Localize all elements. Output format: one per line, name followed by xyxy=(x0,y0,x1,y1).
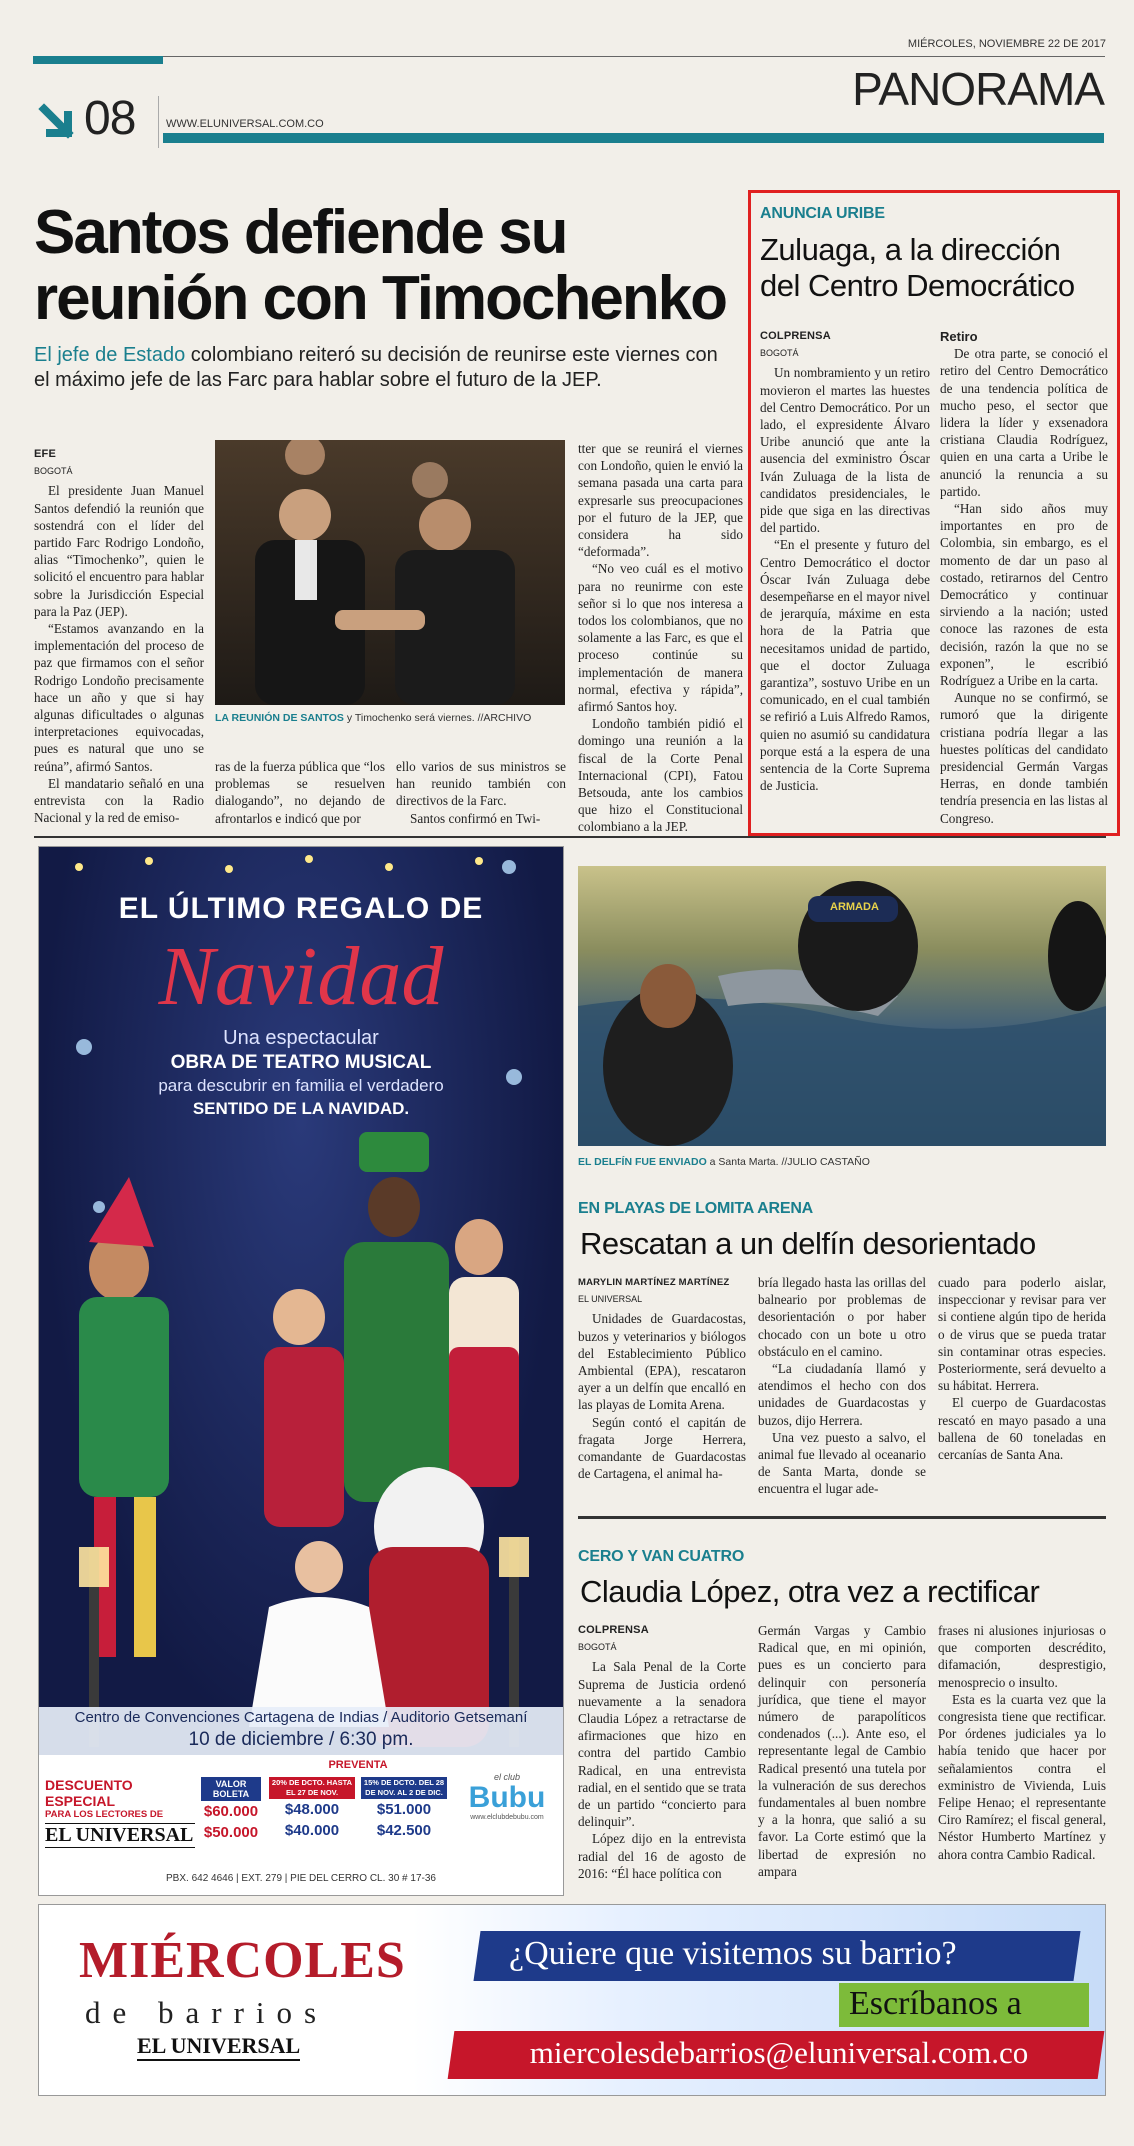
ad-preventa-label: PREVENTA xyxy=(328,1759,388,1771)
main-col-1 xyxy=(34,446,204,826)
uribe-city: BOGOTÁ xyxy=(760,348,799,359)
paragraph: cuado para poderlo aislar, inspeccionar y revisar para ver si contiene algún tipo de herida o de virus que se pueda tratar sin contaminar otras especies. Posteriormente, será devuelto a su hábitat. Herrera. xyxy=(938,1275,1106,1394)
ad-club-name: Bubu xyxy=(468,1781,546,1814)
paragraph: “La ciudadanía llamó y atendimos el hecho con dos unidades de Guardacostas y buzos, dijo Herrera. xyxy=(758,1361,926,1428)
paragraph: tter que se reunirá el viernes con Londoño, quien le envió la semana pasada una carta para expresarle sus preocupaciones por el futuro de la JEP, que considera ha sido “deformada”. xyxy=(578,441,743,560)
uribe-headline: Zuluaga, a la dirección del Centro Democrático xyxy=(760,232,1075,303)
lopez-col-3 xyxy=(938,1622,1106,1863)
masthead-date: MIÉRCOLES, NOVIEMBRE 22 DE 2017 xyxy=(907,38,1106,50)
paragraph: El cuerpo de Guardacostas rescató en mayo pasado a una ballena de 60 toneladas en cercanías de Santa Ana. xyxy=(938,1395,1106,1463)
main-caption-rest: y Timochenko será viernes. //ARCHIVO xyxy=(343,712,532,724)
paragraph: Aunque no se confirmó, se rumoró que la dirigente cristiana podría llegar a las huestes políticas del candidato presidencial Germán Vargas Herras, en donde también tendría presencia en las listas al Congreso. xyxy=(940,690,1108,826)
masthead-bottom-bar xyxy=(163,133,1104,143)
paragraph: ello varios de sus ministros se han reunido también con directivos de la Farc. xyxy=(396,759,566,809)
section-divider xyxy=(34,836,1106,838)
ad-club-top: el club xyxy=(493,1772,520,1782)
paragraph: La Sala Penal de la Corte Suprema de Justicia ordenó nuevamente a la senadora Claudia López a retractarse de afirmaciones que hizo en contra del partido Cambio Radical, en una entrevista radial, en el sentido que se trata de un partido “concierto para delinquir”. xyxy=(578,1659,746,1830)
banner-brand-l3: EL UNIVERSAL xyxy=(137,2033,300,2061)
ad-title-top: EL ÚLTIMO REGALO DE xyxy=(118,892,484,925)
ad-valor-price: $50.000 xyxy=(203,1824,259,1841)
paragraph: Según contó el capitán de fragata Jorge Herrera, comandante de Guardacostas de Cartagena, el animal ha- xyxy=(578,1414,746,1482)
delfin-col-3 xyxy=(938,1274,1106,1463)
ad-contact: PBX. 642 4646 | EXT. 279 | PIE DEL CERRO CL. 30 # 17-36 xyxy=(166,1873,436,1884)
paragraph: “En el presente y futuro del Centro Democrático el doctor Óscar Iván Zuluaga debe desempeñarse en el mayor nivel de jerarquía, máxime en esta hora de la Patria que necesitamos unidad de partido, que el doctor Zuluaga garantiza”, sostuvo Uribe en un comunicado, en el cual también se refirió a Luis Alfredo Ramos, quien no asumió su candidatura porque está a la espera de una sentencia de la Corte Suprema de Justicia. xyxy=(760,537,930,794)
main-caption-lead: LA REUNIÓN DE SANTOS xyxy=(215,712,344,724)
masthead-top-rule xyxy=(33,56,1105,57)
paragraph: Germán Vargas y Cambio Radical que, en mi opinión, pues es un concierto para delinquir con personería jurídica, que tiene el mayor número de parapolíticos condenados (...). Ante eso, el representante legal de Cambio Radical presentó una tutela por la vulneración de sus derechos fundamentales al buen nombre y a la honra, que salió a su favor. La Corte estimó que la libertad de expresión no ampara xyxy=(758,1623,926,1879)
delfin-headline: Rescatan a un delfín desorientado xyxy=(580,1226,1036,1261)
banner-call: Escríbanos a xyxy=(849,1985,1022,2022)
uribe-byline: COLPRENSA xyxy=(760,330,831,342)
ad-pre2-price: $42.500 xyxy=(376,1822,432,1839)
lopez-col-1 xyxy=(578,1622,746,1882)
delfin-photo-caption xyxy=(578,1156,1106,1168)
ad-poster xyxy=(39,847,563,1755)
ad-date: 10 de diciembre / 6:30 pm. xyxy=(188,1729,414,1750)
banner-question: ¿Quiere que visitemos su barrio? xyxy=(509,1935,957,1972)
ad-pre2-price: $51.000 xyxy=(376,1801,432,1818)
ad-valor-label: VALOR BOLETA xyxy=(201,1777,261,1801)
ad-preventa-2 xyxy=(361,1777,447,1839)
paragraph: Unidades de Guardacostas, buzos y veterinarios y biólogos del Establecimiento Público Ambiental (EPA), rescataron ayer a un delfín que encalló en las playas de Lomita Arena. xyxy=(578,1311,746,1413)
lopez-col-2 xyxy=(758,1622,926,1880)
main-headline: Santos defiende su reunión con Timochenko xyxy=(34,198,727,333)
ad-line-1: Una espectacular xyxy=(223,1027,379,1049)
ad-preventa-1 xyxy=(269,1777,355,1839)
ad-discount-brand: EL UNIVERSAL xyxy=(45,1824,194,1846)
delfin-col-2 xyxy=(758,1274,926,1498)
section-title: PANORAMA xyxy=(852,63,1104,115)
delfin-city: EL UNIVERSAL xyxy=(578,1294,643,1305)
paragraph: Santos confirmó en Twi- xyxy=(410,810,541,826)
ad-line-3: para descubrir en familia el verdadero xyxy=(158,1076,444,1095)
ad-pre2-label: 15% DE DCTO. DEL 28 DE NOV. AL 2 DE DIC. xyxy=(361,1777,447,1799)
paragraph: Esta es la cuarta vez que la congresista tiene que rectificar. Por órdenes judiciales ya lo había tenido que hacer por señalamientos contra el exministro de Vivienda, Luis Felipe Henao; el representante Ciro Ramírez; el fiscal general, Néstor Humberto Martínez y ahora contra Cambio Radical. xyxy=(938,1691,1106,1862)
banner-brand-l2: de barrios xyxy=(85,1995,329,2030)
website-link[interactable]: WWW.ELUNIVERSAL.COM.CO xyxy=(166,118,324,130)
paragraph: “Han sido años muy importantes en pro de Colombia, sin embargo, es el momento de dar un paso al costado, retirarnos del Centro Democrático y continuar sirviendo a la nación; usted conoce las razones de esta decisión, razón la que no se exponen”, le escribió Rodríguez a Uribe en la carta. xyxy=(940,501,1108,689)
lopez-city: BOGOTÁ xyxy=(578,1642,617,1653)
delfin-caption-rest: a Santa Marta. //JULIO CASTAÑO xyxy=(706,1156,870,1168)
ad-valor-price: $60.000 xyxy=(203,1803,259,1820)
paragraph: El presidente Juan Manuel Santos defendió la reunión que sostendrá con el líder del partido Farc Rodrigo Londoño, alias “Timochenko”, quien le solicitó el encuentro para hablar sobre la Jurisdicción Especial para la Paz (JEP). xyxy=(34,483,204,619)
banner-email[interactable]: miercolesdebarrios@eluniversal.com.co xyxy=(529,2035,1029,2070)
lopez-byline: COLPRENSA xyxy=(578,1624,649,1636)
ad-club-logo xyxy=(455,1772,559,1821)
main-city: BOGOTÁ xyxy=(34,466,73,477)
banner-brand-l1: MIÉRCOLES xyxy=(79,1932,406,1989)
delfin-byline: MARYLIN MARTÍNEZ MARTÍNEZ xyxy=(578,1277,730,1288)
lopez-kicker: CERO Y VAN CUATRO xyxy=(578,1548,745,1565)
main-col-4 xyxy=(578,440,743,836)
delfin-kicker: EN PLAYAS DE LOMITA ARENA xyxy=(578,1200,814,1217)
main-deck xyxy=(34,343,734,393)
paragraph: Una vez puesto a salvo, el animal fue llevado al oceanario de Santa Marta, donde se encuentra el lugar ade- xyxy=(758,1429,926,1497)
delfin-photo xyxy=(578,866,1106,1146)
uribe-col-1 xyxy=(760,328,930,794)
ad-pre1-label: 20% DE DCTO. HASTA EL 27 DE NOV. xyxy=(269,1777,355,1799)
ad-club-url: www.elclubdebubu.com xyxy=(470,1814,544,1821)
delfin-col-1 xyxy=(578,1274,746,1482)
arrow-icon xyxy=(38,101,78,141)
paragraph: frases ni alusiones injuriosas o que comporten descrédito, difamación, desprestigio, menosprecio o insulto. xyxy=(938,1623,1106,1690)
delfin-photo-text: ARMADA xyxy=(830,901,879,913)
santos-photo xyxy=(215,440,565,705)
paragraph: López dijo en la entrevista radial del 16 de agosto de 2016: “Él hace política con xyxy=(578,1831,746,1881)
ad-pre1-price: $48.000 xyxy=(284,1801,340,1818)
delfin-caption-lead: EL DELFÍN FUE ENVIADO xyxy=(578,1156,707,1168)
main-deck-lead: El jefe de Estado xyxy=(34,344,186,366)
ad-valor-box xyxy=(201,1777,261,1841)
paragraph: “Estamos avanzando en la implementación del proceso de paz que firmamos con el señor Rodrigo Londoño precisamente hace un año y que si hay algunas dificultades o algunas interpretaciones equivocadas, pues es natural que uno se reúna”, afirmó Santos. xyxy=(34,621,204,774)
paragraph: El mandatario señaló en una entrevista con la Radio Nacional y la red de emiso- xyxy=(34,775,204,826)
main-photo-caption xyxy=(215,712,575,724)
paragraph: ras de la fuerza pública que “los problemas se resuelven dialogando”, no dejando de afrontarlos e indicó que por xyxy=(215,759,385,826)
main-deck-rest: colombiano reiteró su decisión de reunirse este viernes con el máximo jefe de las Farc para hablar sobre el futuro de la JEP. xyxy=(34,344,718,391)
ad-line-4: SENTIDO DE LA NAVIDAD. xyxy=(192,1099,410,1118)
lopez-headline: Claudia López, otra vez a rectificar xyxy=(580,1574,1040,1609)
ad-pre1-price: $40.000 xyxy=(284,1822,340,1839)
main-byline: EFE xyxy=(34,448,56,460)
barrios-banner[interactable] xyxy=(38,1904,1106,2096)
page-number: 08 xyxy=(84,92,136,145)
paragraph: Un nombramiento y un retiro movieron el martes las huestes del Centro Democrático. Por un lado, el expresidente Álvaro Uribe anunció que ante la ausencia del exministro Óscar Iván Zuluaga de la lista de candidatos presidenciales, le pide que siga en las directivas del partido. xyxy=(760,365,930,536)
masthead-accent-bar xyxy=(33,56,163,64)
paragraph: Londoño también pidió el domingo una reunión a la fiscal de la Corte Penal Internacional (CPI), Fatou Betsouda, ante los cambios que hizo el Constitucional colombiano a la JEP. xyxy=(578,716,743,835)
main-col-3 xyxy=(396,758,566,827)
ad-venue: Centro de Convenciones Cartagena de Indias / Auditorio Getsemaní xyxy=(74,1709,528,1726)
uribe-kicker: ANUNCIA URIBE xyxy=(760,205,885,222)
main-col-2 xyxy=(215,758,385,827)
paragraph: bría llegado hasta las orillas del balneario por problemas de desorientación o por haber chocado con un bote u otro obstáculo en el camino. xyxy=(758,1275,926,1359)
christmas-ad[interactable] xyxy=(38,846,564,1896)
ad-line-2: OBRA DE TEATRO MUSICAL xyxy=(170,1052,432,1073)
paragraph: “No veo cuál es el motivo para no reunirme con este señor si lo que nos interesa a todos los colombianos, que no solamente a las Farc, es que el proceso continúe su implementación de manera normal, efectiva y rápida”, afirmó Santos hoy. xyxy=(578,561,743,715)
uribe-col-2 xyxy=(940,328,1108,827)
ad-discount-l2: PARA LOS LECTORES DE xyxy=(45,1809,164,1820)
uribe-subhead: Retiro xyxy=(940,329,978,344)
ad-title-script: Navidad xyxy=(158,930,444,1023)
delfin-divider xyxy=(578,1516,1106,1519)
ad-discount-block xyxy=(45,1777,195,1848)
paragraph: De otra parte, se conoció el retiro del Centro Democrático de una tendencia política de mucho peso, el sector que lidera la líder y exsenadora cristiana Claudia Rodríguez, quien en una carta a Uribe le anunció la renuncia a su partido. xyxy=(940,346,1108,499)
ad-discount-l1: DESCUENTO ESPECIAL xyxy=(45,1777,133,1809)
